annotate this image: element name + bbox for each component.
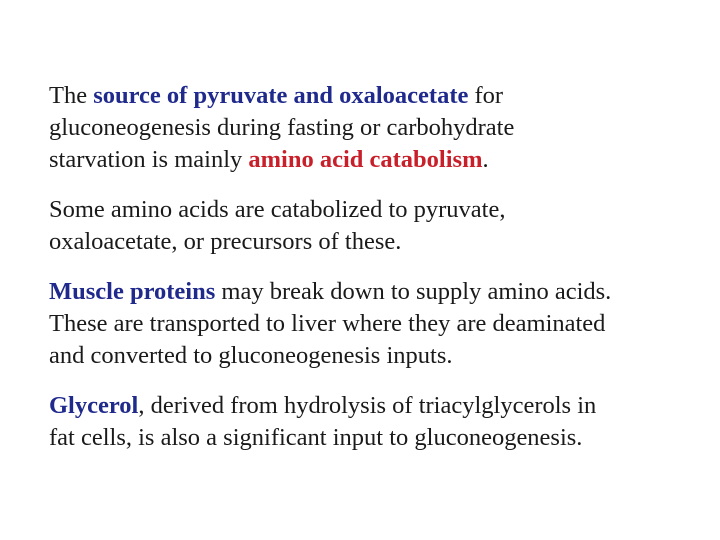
text-run: . [482,146,489,173]
paragraph-glycerol [49,390,709,454]
text-line [49,276,709,308]
text-line [49,144,709,176]
highlight-term: Muscle proteins [49,278,216,305]
text-run: starvation is mainly [49,146,249,173]
text-line [49,80,709,112]
text-run: , derived from hydrolysis of triacylglycerols in [138,392,597,419]
text-line [49,390,709,422]
text-line: fat cells, is also a significant input to gluconeogenesis. [49,424,583,451]
text-line: oxaloacetate, or precursors of these. [49,228,402,255]
text-run: for [468,82,504,109]
text-line: Some amino acids are catabolized to pyruvate, [49,196,506,223]
text-run: The [49,82,94,109]
paragraph-amino-acids [49,194,709,258]
text-line: These are transported to liver where they are deaminated [49,310,606,337]
highlight-term: amino acid catabolism [248,146,483,173]
paragraph-pyruvate-source [49,80,709,176]
text-line: and converted to gluconeogenesis inputs. [49,342,453,369]
highlight-term: Glycerol [49,392,139,419]
paragraph-muscle-proteins [49,276,709,372]
slide-body [49,80,709,454]
text-line: gluconeogenesis during fasting or carbohydrate [49,114,515,141]
text-run: may break down to supply amino acids. [215,278,612,305]
highlight-term: source of pyruvate and oxaloacetate [93,82,469,109]
